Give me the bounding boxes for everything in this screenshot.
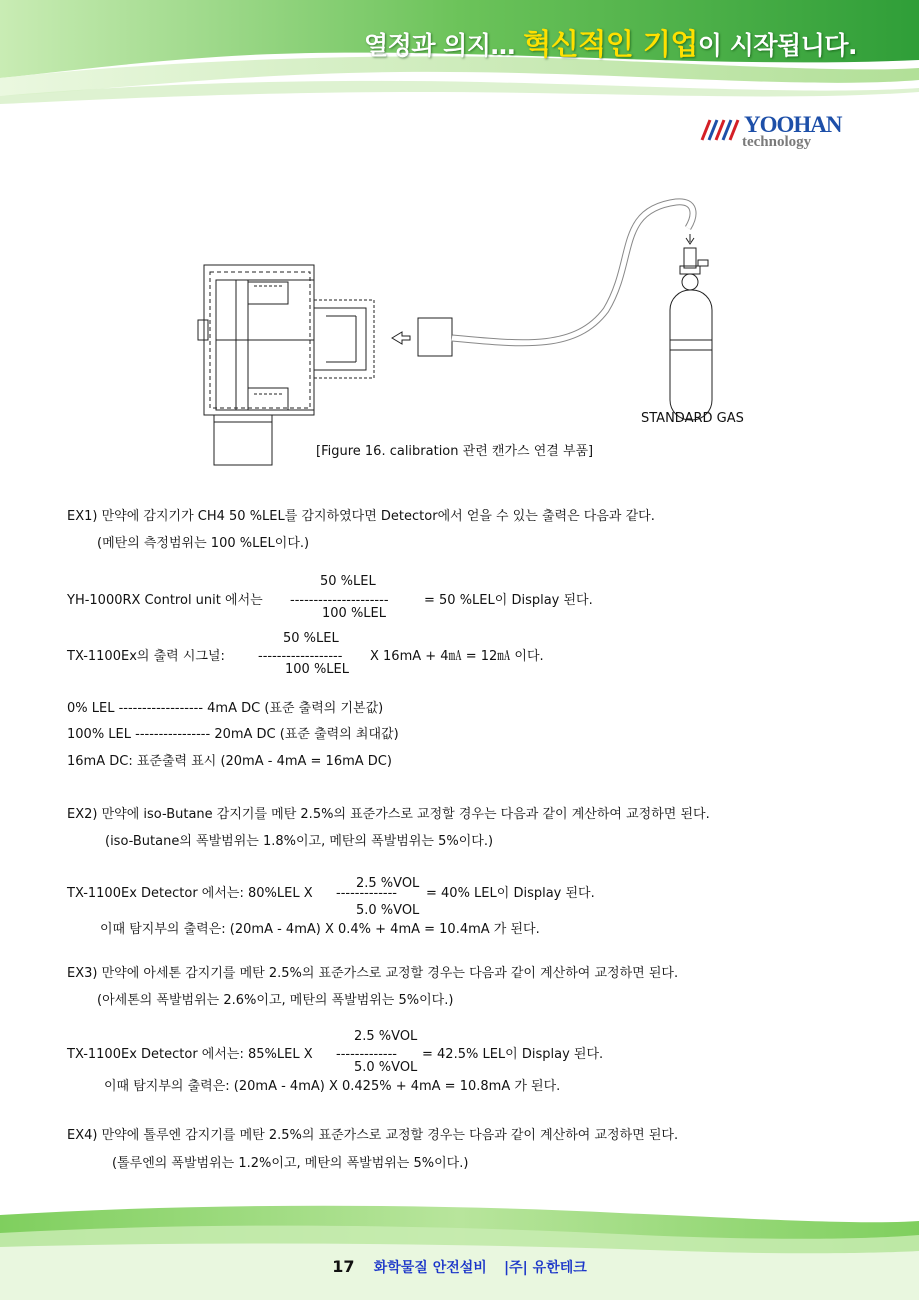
footer-label: 화학물질 안전설비 (373, 1260, 487, 1276)
figure-caption: [Figure 16. calibration 관련 캔가스 연결 부품] (316, 444, 594, 459)
ex1-line2: (메탄의 측정범위는 100 %LEL이다.) (97, 536, 310, 551)
ex2-calc-result: = 40% LEL이 Display 된다. (426, 886, 595, 901)
slogan-post: 이 시작됩니다. (697, 31, 857, 60)
calibration-cap (314, 308, 366, 370)
gas-cylinder (670, 290, 712, 420)
ex1-calc2-denominator: 100 %LEL (285, 662, 349, 677)
ex2-calc-numerator: 2.5 %VOL (356, 876, 420, 891)
gas-hose (452, 202, 693, 343)
ex1-calc2-prefix: TX-1100Ex의 출력 시그널: (67, 649, 225, 664)
ex2-calc-prefix: TX-1100Ex Detector 에서는: 80%LEL X (67, 886, 313, 901)
ex3-calc-result: = 42.5% LEL이 Display 된다. (422, 1047, 604, 1062)
ex1-calc2-result: X 16mA + 4㎃ = 12㎃ 이다. (370, 649, 544, 664)
gas-label: STANDARD GAS (641, 411, 744, 426)
ex1-line1: EX1) 만약에 감지기가 CH4 50 %LEL를 감지하였다면 Detector에서 얻을 수 있는 출력은 다음과 같다. (67, 509, 655, 524)
ex1-calc1-denominator: 100 %LEL (322, 606, 386, 621)
ex3-calc-prefix: TX-1100Ex Detector 에서는: 85%LEL X (67, 1047, 313, 1062)
adapter-block (418, 318, 452, 356)
ex1-output-0: 0% LEL ------------------ 4mA DC (표준 출력의 기본값) (67, 701, 384, 716)
ex2-calc-denominator: 5.0 %VOL (356, 903, 420, 918)
ex1-output-1: 100% LEL ---------------- 20mA DC (표준 출력의 최대값) (67, 727, 399, 742)
ex2-line2: (iso-Butane의 폭발범위는 1.8%이고, 메탄의 폭발범위는 5%이다.) (105, 834, 494, 849)
ex3-calc-numerator: 2.5 %VOL (354, 1029, 418, 1044)
page-number: 17 (332, 1257, 355, 1276)
logo-subtext: technology (742, 134, 812, 150)
ex4-line2: (톨루엔의 폭발범위는 1.2%이고, 메탄의 폭발범위는 5%이다.) (112, 1156, 469, 1171)
slogan-highlight: 혁신적인 기업 (523, 27, 698, 61)
ex2-output: 이때 탐지부의 출력은: (20mA - 4mA) X 0.4% + 4mA = 10.4mA 가 된다. (100, 922, 540, 937)
ex3-line2: (아세톤의 폭발범위는 2.6%이고, 메탄의 폭발범위는 5%이다.) (97, 993, 454, 1008)
slogan-pre: 열정과 의지… (364, 31, 524, 60)
page-footer (0, 1257, 919, 1277)
calibration-figure (196, 190, 756, 470)
footer-company: |주| 유한테크 (504, 1260, 587, 1276)
ex3-line1: EX3) 만약에 아세톤 감지기를 메탄 2.5%의 표준가스로 교정할 경우는 다음과 같이 계산하여 교정하면 된다. (67, 966, 679, 981)
ex1-calc1-dashes: --------------------- (290, 593, 389, 608)
ex3-calc-dashes: ------------- (336, 1047, 397, 1062)
ex1-calc1-prefix: YH-1000RX Control unit 에서는 (67, 593, 263, 608)
ex3-output: 이때 탐지부의 출력은: (20mA - 4mA) X 0.425% + 4mA = 10.8mA 가 된다. (104, 1079, 561, 1094)
ex2-calc-dashes: ------------- (336, 886, 397, 901)
ex1-calc1-result: = 50 %LEL이 Display 된다. (424, 593, 593, 608)
ex4-line1: EX4) 만약에 톨루엔 감지기를 메탄 2.5%의 표준가스로 교정할 경우는 다음과 같이 계산하여 교정하면 된다. (67, 1128, 679, 1143)
footer-wave-band (0, 1195, 919, 1300)
ex1-calc2-dashes: ------------------ (258, 649, 343, 664)
header-slogan (364, 22, 857, 63)
ex1-calc2-numerator: 50 %LEL (283, 631, 339, 646)
ex1-output-2: 16mA DC: 표준출력 표시 (20mA - 4mA = 16mA DC) (67, 754, 392, 769)
detector-body (216, 280, 314, 410)
ex2-line1: EX2) 만약에 iso-Butane 감지기를 메탄 2.5%의 표준가스로 교정할 경우는 다음과 같이 계산하여 교정하면 된다. (67, 807, 710, 822)
ex3-calc-denominator: 5.0 %VOL (354, 1060, 418, 1075)
logo-text: YOOHAN (744, 112, 842, 137)
ex1-calc1-numerator: 50 %LEL (320, 574, 376, 589)
